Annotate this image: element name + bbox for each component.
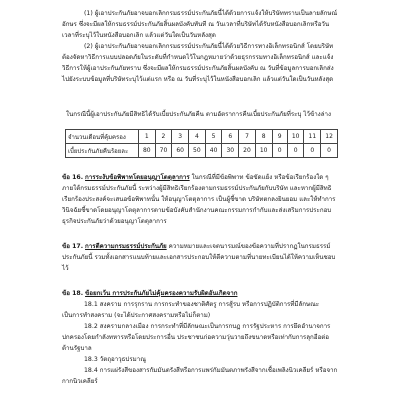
clause-18-number: ข้อ 18. bbox=[62, 290, 84, 297]
clause-16-title: การระงับข้อพิพาทโดยอนุญาโตตุลาการ bbox=[85, 174, 190, 181]
clause-18-item-1: 18.1 สงคราม การรุกราน การกระทำของชาติศัตรู การสู้รบ หรือการปฏิบัติการที่มีลักษณะเป็นการทำสงคราม (จะได้ประกาศสงครามหรือไม่ก็ตาม) bbox=[62, 301, 320, 319]
month-cell: 2 bbox=[155, 130, 172, 144]
clause-17 bbox=[62, 241, 338, 274]
month-cell: 3 bbox=[172, 130, 189, 144]
paragraph-cancellation-2: (2) ผู้เอาประกันภัยอาจบอกเลิกกรมธรรม์ประกันภัยนี้ได้ด้วยวิธีการทางอิเล็กทรอนิกส์ โดยบริษัทต้องจัดหาวิธีการแบบปลอดภัยในระดับที่กำหนดไว้ในกฎหมายว่าด้วยธุรกรรมทางอิเล็กทรอนิกส์ และแจ้งวิธีการให้ผู้เอาประกันภัยทราบ ซึ่งจะมีผลให้กรมธรรม์ประกันภัยสิ้นผลบังคับ ณ วันที่ข้อมูลการบอกเลิกส่งไปยังระบบข้อมูลที่บริษัทระบุไว้แต่แรก หรือ ณ วันที่ระบุไว้ในหนังสือบอกเลิก แล้วแต่วันใดเป็นวันหลังสุด bbox=[62, 43, 334, 83]
clause-18-title: ข้อยกเว้น การประกันภัยไม่คุ้มครองความรับผิดอันเกิดจาก bbox=[85, 290, 238, 297]
month-cell: 4 bbox=[189, 130, 206, 144]
clause-16-body: ในกรณีที่มีข้อพิพาท ข้อขัดแย้ง หรือข้อเรียกร้องใด ๆ ภายใต้กรมธรรม์ประกันภัยนี้ ระหว่างผู้มีสิทธิเรียกร้องตามกรมธรรม์ประกันภัยกับบริษัท และหากผู้มีสิทธิเรียกร้องประสงค์จะเสนอข้อพิพาทนั้น ให้อนุญาโตตุลาการ เป็นผู้ชี้ขาด บริษัทตกลงยินยอม และให้ทำการวินิจฉัยชี้ขาดโดยอนุญาโตตุลาการตามข้อบังคับสำนักงานคณะกรรมการกำกับและส่งเสริมการประกอบธุรกิจประกันภัยว่าด้วยอนุญาโตตุลาการ bbox=[62, 174, 336, 225]
clause-16 bbox=[62, 172, 338, 227]
clause-17-title: การตีความกรมธรรม์ประกันภัย bbox=[85, 243, 167, 250]
months-label-cell: จำนวนเดือนที่คุ้มครอง bbox=[66, 130, 139, 144]
refund-rate-table bbox=[65, 129, 338, 158]
percent-cell: 60 bbox=[172, 144, 189, 158]
clause-16-number: ข้อ 16. bbox=[62, 174, 84, 181]
month-cell: 7 bbox=[239, 130, 256, 144]
paragraph-cancellation-1: (1) ผู้เอาประกันภัยอาจบอกเลิกกรมธรรม์ประกันภัยนี้ได้ด้วยการแจ้งให้บริษัททราบเป็นลายลักษณ์อักษร ซึ่งจะมีผลให้กรมธรรม์ประกันภัยสิ้นผลบังคับทันที ณ วันเวลาที่บริษัทได้รับหนังสือบอกเลิกหรือวันเวลาที่ระบุไว้ในหนังสือบอกเลิก แล้วแต่วันใดเป็นวันหลังสุด bbox=[62, 10, 338, 39]
month-cell: 6 bbox=[222, 130, 239, 144]
month-cell: 8 bbox=[255, 130, 272, 144]
percent-cell: 0 bbox=[304, 144, 321, 158]
percent-label-cell: เบี้ยประกันภัยคืนร้อยละ bbox=[66, 144, 139, 158]
percent-cell: 80 bbox=[138, 144, 155, 158]
table-row bbox=[66, 144, 338, 158]
clause-18-item-2: 18.2 สงครามกลางเมือง การกระทำที่มีลักษณะเป็นการกบฏ การรัฐประหาร การยึดอำนาจการปกครองโดยกำลังทหารหรือโดยประการอื่น ประชาชนก่อความวุ่นวายถึงขนาดหรือเท่ากับการลุกฮือต่อต้านรัฐบาล bbox=[62, 323, 331, 352]
percent-cell: 0 bbox=[287, 144, 304, 158]
percent-cell: 70 bbox=[155, 144, 172, 158]
clause-17-body: ความหมายและเจตนารมณ์ของข้อความที่ปรากฏในกรมธรรม์ประกันภัยนี้ รวมทั้งเอกสารแนบท้ายและเอกสารประกอบให้ตีความตามที่นายทะเบียนได้ให้ความเห็นชอบไว้ bbox=[62, 243, 336, 272]
table-row bbox=[66, 130, 338, 144]
clause-18-item-4: 18.4 การแผ่รังสีของสารกัมมันตรังสีหรือการแพร่กัมมันตภาพรังสีจากเชื้อเพลิงนิวเคลียร์ หรือจากกากนิวเคลียร์ bbox=[62, 367, 338, 385]
month-cell: 10 bbox=[287, 130, 304, 144]
month-cell: 1 bbox=[138, 130, 155, 144]
percent-cell: 0 bbox=[272, 144, 287, 158]
percent-cell: 40 bbox=[205, 144, 222, 158]
clause-18-item-3: 18.3 วัตถุอาวุธปรมาณู bbox=[84, 356, 146, 363]
percent-cell: 0 bbox=[321, 144, 338, 158]
clause-17-number: ข้อ 17. bbox=[62, 243, 84, 250]
month-cell: 5 bbox=[205, 130, 222, 144]
percent-cell: 50 bbox=[189, 144, 206, 158]
month-cell: 12 bbox=[321, 130, 338, 144]
month-cell: 9 bbox=[272, 130, 287, 144]
percent-cell: 10 bbox=[255, 144, 272, 158]
refund-table-caption: ในกรณีนี้ผู้เอาประกันภัยมีสิทธิได้รับเบี้ยประกันภัยคืน ตามอัตราการคืนเบี้ยประกันภัยที่ระบุ ไว้ข้างล่าง bbox=[66, 111, 331, 118]
clause-18-heading bbox=[62, 288, 338, 299]
percent-cell: 30 bbox=[222, 144, 239, 158]
percent-cell: 20 bbox=[239, 144, 256, 158]
month-cell: 11 bbox=[304, 130, 321, 144]
